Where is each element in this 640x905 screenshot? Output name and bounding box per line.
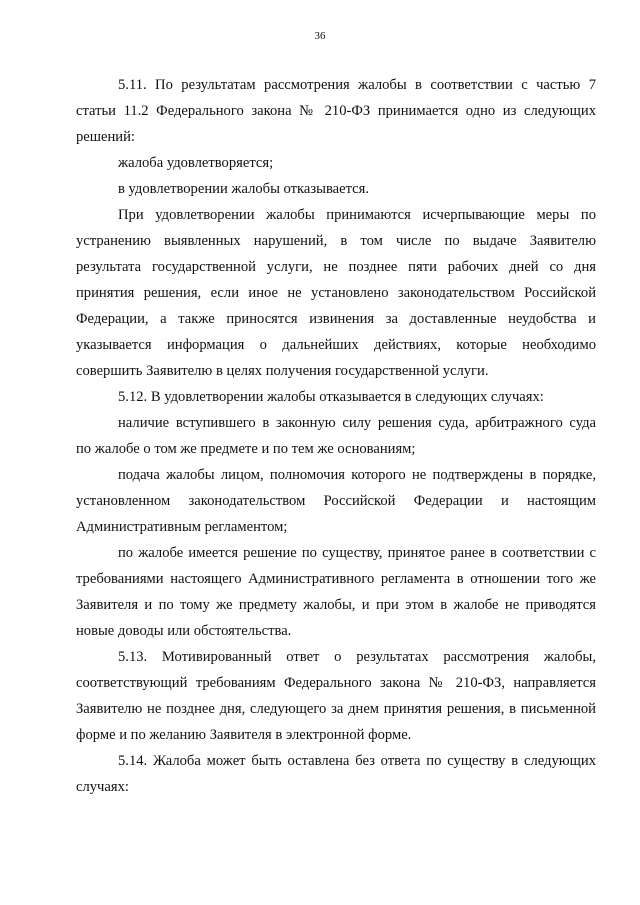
paragraph-measures: [76, 202, 596, 384]
text-line: подача жалобы лицом, полномочия которого не подтверждены в порядке,: [118, 467, 596, 483]
text-line: 5.13. Мотивированный ответ о результатах рассмотрения жалобы,: [118, 649, 596, 665]
page-number: 36: [314, 30, 326, 42]
text-line: соответствующий требованиям Федерального закона № 210-ФЗ, направляется: [76, 675, 596, 691]
text-line: статьи 11.2 Федерального закона № 210-ФЗ принимается одно из следующих: [76, 103, 596, 119]
text-line: жалоба удовлетворяется;: [118, 155, 274, 171]
text-line: в удовлетворении жалобы отказывается.: [118, 181, 370, 197]
text-line: При удовлетворении жалобы принимаются исчерпывающие меры по: [118, 207, 596, 223]
text-line: форме и по желанию Заявителя в электронной форме.: [76, 727, 412, 743]
text-line: Федерации, а также приносятся извинения за доставленные неудобства и: [76, 311, 596, 327]
text-line: наличие вступившего в законную силу решения суда, арбитражного суда: [118, 415, 596, 431]
text-line: новые доводы или обстоятельства.: [76, 623, 292, 639]
paragraph-unauthorized: [76, 462, 596, 540]
text-line: по жалобе о том же предмете и по тем же основаниям;: [76, 441, 416, 457]
text-line: 5.12. В удовлетворении жалобы отказывается в следующих случаях:: [118, 389, 544, 405]
paragraph-refused: [76, 176, 596, 202]
text-line: совершить Заявителю в целях получения государственной услуги.: [76, 363, 489, 379]
text-line: 5.14. Жалоба может быть оставлена без ответа по существу в следующих: [118, 753, 596, 769]
text-line: по жалобе имеется решение по существу, принятое ранее в соответствии с: [118, 545, 596, 561]
text-line: установленном законодательством Российской Федерации и настоящим: [76, 493, 596, 509]
text-line: случаях:: [76, 779, 129, 795]
paragraph-5-13: [76, 644, 596, 748]
paragraph-5-14: [76, 748, 596, 800]
text-line: решений:: [76, 129, 135, 145]
paragraph-prior-decision: [76, 540, 596, 644]
paragraph-5-12: [76, 384, 596, 410]
text-line: Административным регламентом;: [76, 519, 288, 535]
paragraph-5-11: [76, 72, 596, 150]
text-line: принятия решения, если иное не установлено законодательством Российской: [76, 285, 596, 301]
text-line: устранению выявленных нарушений, в том числе по выдаче Заявителю: [76, 233, 596, 249]
text-line: результата государственной услуги, не позднее пяти рабочих дней со дня: [76, 259, 596, 275]
paragraph-satisfied: [76, 150, 596, 176]
text-line: Заявителю не позднее дня, следующего за днем принятия решения, в письменной: [76, 701, 596, 717]
text-line: требованиями настоящего Административного регламента в отношении того же: [76, 571, 596, 587]
text-line: указывается информация о дальнейших действиях, которые необходимо: [76, 337, 596, 353]
text-line: 5.11. По результатам рассмотрения жалобы в соответствии с частью 7: [118, 77, 596, 93]
text-line: Заявителя и по тому же предмету жалобы, и при этом в жалобе не приводятся: [76, 597, 596, 613]
document-body: [76, 72, 596, 800]
paragraph-court: [76, 410, 596, 462]
